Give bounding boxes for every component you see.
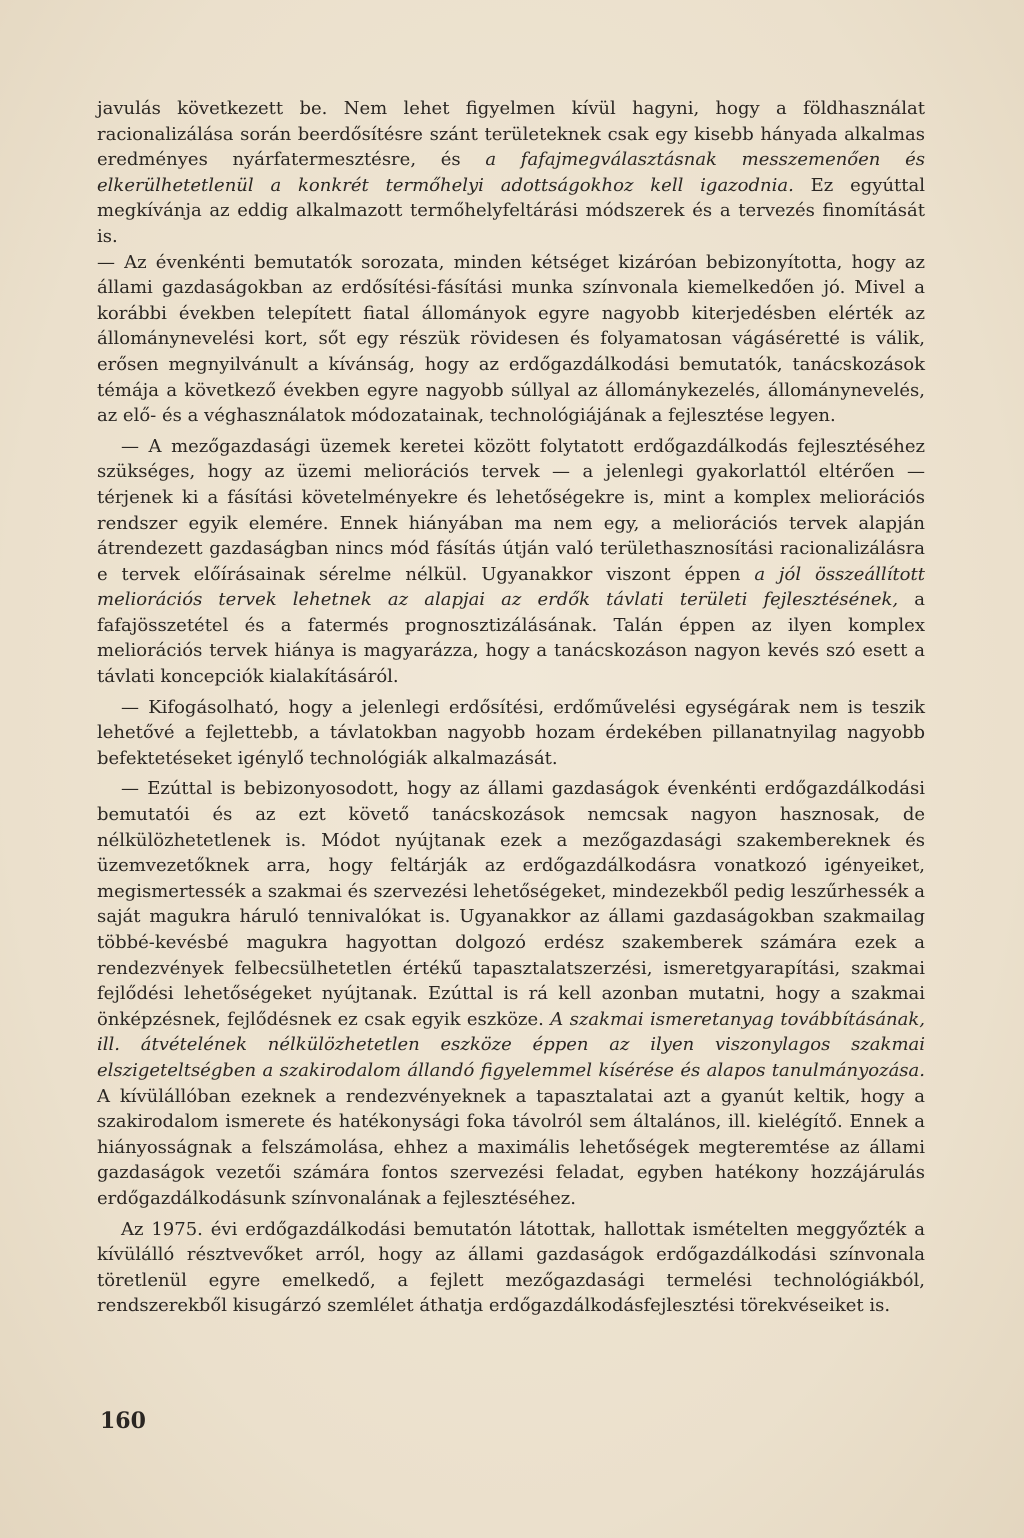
italic-run: A szakmai ismeretanyag továbbításának, ill. átvételének nélkülözhetetlen eszköze éppen az ilyen viszonylagos szakmai elszigeteltségben a szakirodalom állandó figyelemmel kísérése és alapos tanulmányozása. — [97, 1008, 925, 1081]
paragraph — [97, 1217, 925, 1319]
text-run: Az 1975. évi erdőgazdálkodási bemutatón látottak, hallottak ismételten meggyőzték a kívülálló résztvevőket arról, hogy az állami gazdaságok erdőgazdálkodási színvonala töretlenül egyre emelkedő, a fejlett mezőgazdasági termelési technológiákból, rendszerekből kisugárzó szemlélet áthatja erdőgazdálkodásfejlesztési törekvéseiket is. — [97, 1218, 925, 1317]
text-run: A kívülállóban ezeknek a rendezvényeknek a tapasztalatai azt a gyanút keltik, hogy a szakirodalom ismerete és hatékonysági foka távolról sem általános, ill. kielégítő. Ennek a hiányosságnak a felszámolása, ehhez a maximális lehetőségek megteremtése az állami gazdaságok vezetői számára fontos szervezési feladat, egyben hatékony hozzájárulás erdőgazdálkodásunk színvonalának a fejlesztéséhez. — [97, 1085, 925, 1209]
italic-run: a jól összeállított meliorációs tervek lehetnek az alapjai az erdők távlati területi fejlesztésének, — [97, 563, 925, 611]
text-run: — Az évenkénti bemutatók sorozata, minden kétséget kizáróan bebizonyította, hogy az állami gazdaságokban az erdősítési-fásítási munka színvonala kiemelkedően jó. Mivel a korábbi években telepített fiatal állományok egyre nagyobb kiterjedésben elérték az állománynevelési kort, sőt egy részük rövidesen és folyamatosan vágáséretté is válik, erősen megnyilvánult a kívánság, hogy az erdőgazdálkodási bemutatók, tanácskozások témája a következő években egyre nagyobb súllyal az állománykezelés, állománynevelés, az elő- és a véghasználatok módozatainak, technológiájának a fejlesztése legyen. — [97, 251, 925, 427]
paragraph — [97, 434, 925, 690]
text-run: a fafajösszetétel és a fatermés prognosztizálásának. Talán éppen az ilyen komplex meliorációs tervek hiánya is magyarázza, hogy a tanácskozáson nagyon kevés szó esett a távlati koncepciók kialakításáról. — [97, 589, 926, 688]
text-run: — A mezőgazdasági üzemek keretei között folytatott erdőgazdálkodás fejlesztéséhez szükséges, hogy az üzemi meliorációs tervek — a jelenlegi gyakorlattól eltérően — térjenek ki a fásítási követelményekre és lehetőségekre is, mint a komplex meliorációs rendszer egyik elemére. Ennek hiányában ma nem egy, a meliorációs tervek alapján átrendezett gazdaságban nincs mód fásítás útján való területhasznosítási racionalizálásra e tervek előírásainak sérelme nélkül. Ugyanakkor viszont éppen — [97, 435, 925, 585]
text-run: Ez egyúttal megkívánja az eddig alkalmazott termőhelyfeltárási módszerek és a tervezés finomítását is. — [97, 174, 925, 247]
paragraph — [97, 776, 925, 1211]
italic-run: a fafajmegválasztásnak messzemenően és elkerülhetetlenül a konkrét termőhelyi adottságokhoz kell igazodnia. — [97, 149, 925, 196]
paragraph — [97, 695, 925, 772]
paragraph — [97, 250, 925, 429]
text-run: javulás következett be. Nem lehet figyelmen kívül hagyni, hogy a földhasználat racionalizálása során beerdősítésre szánt területeknek csak egy kisebb hányada alkalmas eredményes nyárfatermesztésre, és — [97, 98, 925, 171]
page-number: 160 — [100, 1408, 146, 1434]
text-run: — Kifogásolható, hogy a jelenlegi erdősítési, erdőművelési egységárak nem is teszik lehetővé a fejlettebb, a távlatokban nagyobb hozam érdekében pillanatnyilag nagyobb befektetéseket igénylő technológiák alkalmazását. — [97, 696, 925, 769]
body-text — [97, 96, 925, 1319]
text-run: — Ezúttal is bebizonyosodott, hogy az állami gazdaságok évenkénti erdőgazdálkodási bemutatói és az ezt követő tanácskozások nemcsak nagyon hasznosak, de nélkülözhetetlenek is. Módot nyújtanak ezek a mezőgazdasági szakembereknek és üzemvezetőknek arra, hogy feltárják az erdőgazdálkodásra vonatkozó igényeiket, megismertessék a szakmai és szervezési lehetőségeket, mindezekből pedig leszűrhessék a saját magukra háruló tennivalókat is. Ugyanakkor az állami gazdaságokban szakmailag többé-kevésbé magukra hagyottan dolgozó erdész szakemberek számára ezek a rendezvények felbecsülhetetlen értékű tapasztalatszerzési, ismeretgyarapítási, szakmai fejlődési lehetőségeket nyújtanak. Ezúttal is rá kell azonban mutatni, hogy a szakmai önképzésnek, fejlődésnek ez csak egyik eszköze. — [97, 778, 925, 1030]
paragraph — [97, 96, 925, 250]
